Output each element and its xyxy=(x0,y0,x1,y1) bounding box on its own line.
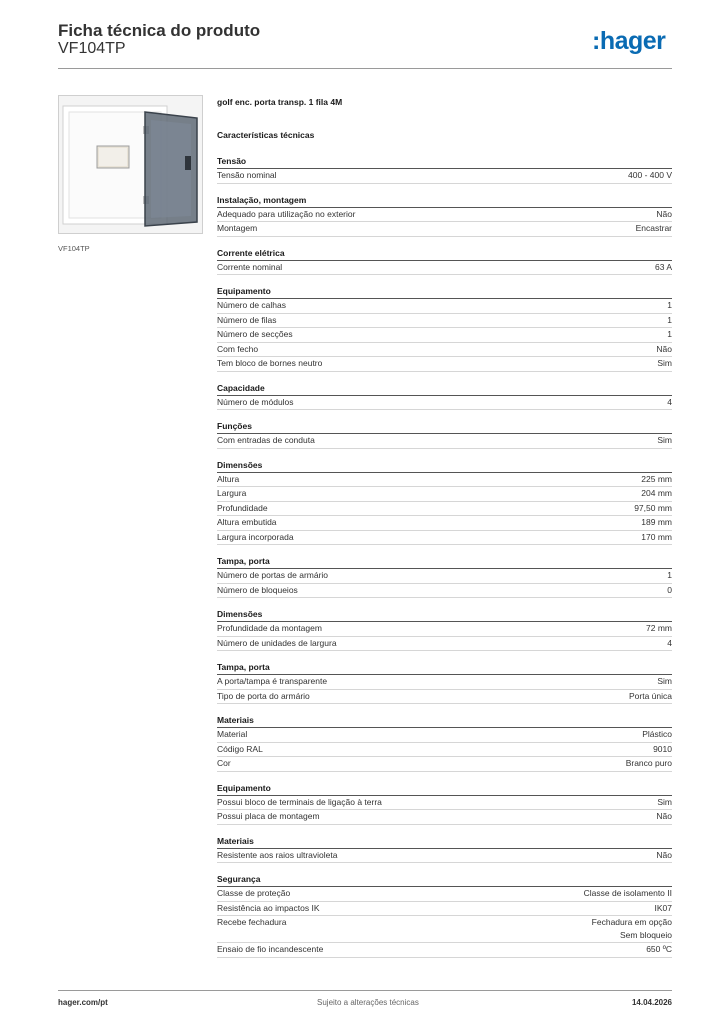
spec-row xyxy=(217,622,672,637)
section-title: Materiais xyxy=(217,834,672,849)
spec-label: Possui placa de montagem xyxy=(217,811,320,821)
spec-value: Encastrar xyxy=(635,223,672,233)
spec-label: Resistente aos raios ultravioleta xyxy=(217,849,338,860)
spec-value: 225 mm xyxy=(641,473,672,484)
spec-row xyxy=(217,887,672,902)
spec-value: 63 A xyxy=(654,261,672,272)
spec-value: 4 xyxy=(667,637,672,648)
spec-value: Sim xyxy=(657,676,672,686)
spec-row xyxy=(217,584,672,599)
section-title: Equipamento xyxy=(217,284,672,299)
spec-row xyxy=(217,169,672,184)
spec-row xyxy=(217,728,672,743)
spec-label: A porta/tampa é transparente xyxy=(217,676,328,686)
spec-row xyxy=(217,261,672,276)
spec-value: 0 xyxy=(667,584,672,595)
footer-date: 14.04.2026 xyxy=(631,998,672,1007)
spec-value: 97,50 mm xyxy=(634,502,672,513)
spec-label: Profundidade da montagem xyxy=(217,623,322,633)
spec-label: Altura xyxy=(217,473,240,484)
spec-label: Largura xyxy=(217,488,247,498)
section-title: Instalação, montagem xyxy=(217,193,672,208)
spec-row xyxy=(217,487,672,502)
spec-value: 400 - 400 V xyxy=(628,170,672,180)
spec-row xyxy=(217,343,672,358)
spec-value: Fechadura em opção Sem bloqueio xyxy=(591,917,672,940)
spec-label: Número de módulos xyxy=(217,396,294,407)
spec-row xyxy=(217,328,672,343)
spec-value: 4 xyxy=(667,396,672,407)
hager-logo: :hager xyxy=(592,27,666,55)
spec-label: Número de bloqueios xyxy=(217,584,298,595)
enclosure-illustration xyxy=(59,96,202,233)
section-title: Materiais xyxy=(217,713,672,728)
spec-value: IK07 xyxy=(654,902,672,913)
spec-section xyxy=(217,660,672,704)
spec-row xyxy=(217,943,672,958)
spec-value: Classe de isolamento II xyxy=(583,888,672,898)
spec-section xyxy=(217,554,672,598)
spec-value: Não xyxy=(656,849,672,860)
spec-value: Sim xyxy=(657,358,672,368)
spec-section xyxy=(217,154,672,184)
footer-notice: Sujeito a alterações técnicas xyxy=(317,998,419,1007)
spec-section xyxy=(217,607,672,651)
spec-value: 170 mm xyxy=(641,531,672,542)
spec-row xyxy=(217,396,672,411)
section-title: Equipamento xyxy=(217,781,672,796)
spec-label: Altura embutida xyxy=(217,517,277,527)
spec-value: Não xyxy=(656,343,672,354)
spec-row xyxy=(217,743,672,758)
section-title: Funções xyxy=(217,419,672,434)
spec-section xyxy=(217,419,672,449)
spec-row xyxy=(217,222,672,237)
spec-label: Profundidade xyxy=(217,502,268,513)
spec-row xyxy=(217,473,672,488)
footer-website-link[interactable]: hager.com/pt xyxy=(58,998,108,1007)
spec-label: Possui bloco de terminais de ligação à terra xyxy=(217,796,382,807)
spec-row xyxy=(217,637,672,652)
section-title: Tampa, porta xyxy=(217,554,672,569)
spec-label: Cor xyxy=(217,758,231,768)
spec-section xyxy=(217,713,672,772)
spec-label: Adequado para utilização no exterior xyxy=(217,208,356,219)
spec-label: Largura incorporada xyxy=(217,531,294,542)
spec-row xyxy=(217,757,672,772)
spec-label: Montagem xyxy=(217,223,258,233)
spec-value: Sim xyxy=(657,796,672,807)
section-title: Corrente elétrica xyxy=(217,246,672,261)
spec-label: Tipo de porta do armário xyxy=(217,690,310,701)
spec-row xyxy=(217,675,672,690)
section-title: Tensão xyxy=(217,154,672,169)
spec-value: Não xyxy=(656,208,672,219)
spec-label: Número de filas xyxy=(217,314,277,325)
spec-row xyxy=(217,810,672,825)
spec-row xyxy=(217,314,672,329)
spec-value: Porta única xyxy=(629,690,672,701)
section-title: Tampa, porta xyxy=(217,660,672,675)
spec-row xyxy=(217,434,672,449)
header-divider xyxy=(58,68,672,69)
spec-section xyxy=(217,193,672,237)
spec-row xyxy=(217,902,672,917)
spec-section xyxy=(217,284,672,372)
spec-label: Tem bloco de bornes neutro xyxy=(217,358,323,368)
spec-label: Material xyxy=(217,729,248,739)
spec-value: Plástico xyxy=(642,729,672,739)
spec-label: Número de portas de armário xyxy=(217,570,329,580)
spec-value: 72 mm xyxy=(646,623,672,633)
section-title: Capacidade xyxy=(217,381,672,396)
spec-value: Não xyxy=(656,811,672,821)
spec-label: Ensaio de fio incandescente xyxy=(217,944,324,954)
spec-row xyxy=(217,208,672,223)
spec-value: 1 xyxy=(667,300,672,310)
spec-label: Com fecho xyxy=(217,343,259,354)
spec-label: Tensão nominal xyxy=(217,170,277,180)
product-reference: VF104TP xyxy=(58,40,126,57)
spec-label: Recebe fechadura xyxy=(217,917,287,927)
spec-label: Corrente nominal xyxy=(217,261,283,272)
section-title: Dimensões xyxy=(217,607,672,622)
spec-label: Com entradas de conduta xyxy=(217,435,315,445)
spec-row xyxy=(217,849,672,864)
spec-section xyxy=(217,381,672,411)
page-title: Ficha técnica do produto xyxy=(58,21,261,40)
spec-row xyxy=(217,357,672,372)
spec-label: Classe de proteção xyxy=(217,888,291,898)
spec-label: Resistência ao impactos IK xyxy=(217,902,320,913)
specs-heading: Características técnicas xyxy=(217,130,315,140)
spec-row xyxy=(217,916,672,943)
spec-label: Número de calhas xyxy=(217,300,286,310)
spec-value: 1 xyxy=(667,329,672,339)
spec-section xyxy=(217,781,672,825)
specs-table xyxy=(217,154,672,967)
section-title: Segurança xyxy=(217,872,672,887)
spec-row xyxy=(217,569,672,584)
footer-divider xyxy=(58,990,672,991)
spec-section xyxy=(217,872,672,958)
spec-value: 1 xyxy=(667,570,672,580)
product-image xyxy=(58,95,203,234)
spec-value: 9010 xyxy=(653,743,672,754)
spec-row xyxy=(217,531,672,546)
spec-value: 204 mm xyxy=(641,488,672,498)
spec-label: Código RAL xyxy=(217,743,263,754)
spec-row xyxy=(217,796,672,811)
spec-label: Número de unidades de largura xyxy=(217,637,337,648)
spec-value: Sim xyxy=(657,435,672,445)
spec-row xyxy=(217,502,672,517)
spec-row xyxy=(217,516,672,531)
spec-label: Número de secções xyxy=(217,329,293,339)
image-caption: VF104TP xyxy=(58,244,90,253)
spec-section xyxy=(217,834,672,864)
spec-row xyxy=(217,690,672,705)
spec-section xyxy=(217,246,672,276)
spec-row xyxy=(217,299,672,314)
spec-section xyxy=(217,458,672,546)
spec-value: Branco puro xyxy=(625,758,672,768)
spec-value: 189 mm xyxy=(641,517,672,527)
product-description: golf enc. porta transp. 1 fila 4M xyxy=(217,97,343,107)
spec-value: 650 ºC xyxy=(646,944,672,954)
section-title: Dimensões xyxy=(217,458,672,473)
spec-value: 1 xyxy=(667,314,672,325)
